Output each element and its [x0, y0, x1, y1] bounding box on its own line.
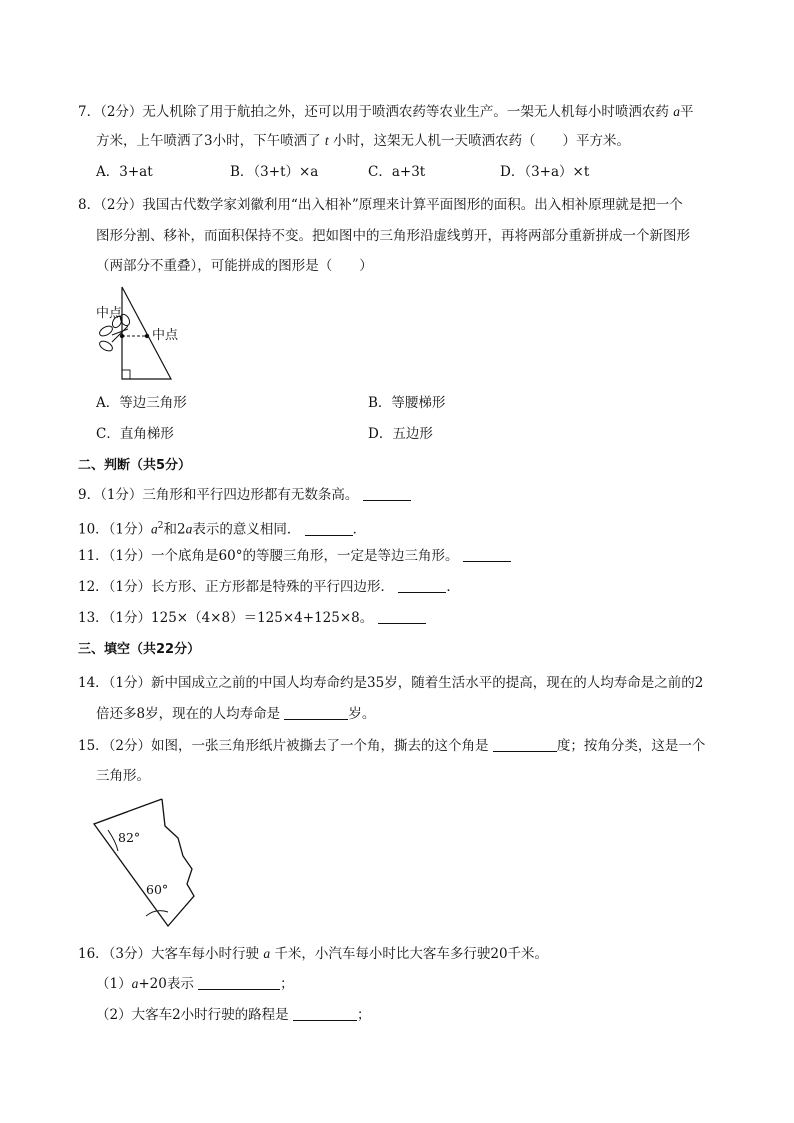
q14-line2: 倍还多8岁，现在的人均寿命是 岁。	[96, 706, 376, 722]
q7-line1: 7．（2分）无人机除了用于航拍之外，还可以用于喷洒农药等农业生产。一架无人机每小时喷洒农药 a平	[78, 104, 694, 120]
q8-option-d[interactable]: D．五边形	[368, 426, 433, 442]
q16-sub1-answer-blank[interactable]	[198, 975, 280, 990]
q16-sub2: （2）大客车2小时行驶的路程是 ；	[96, 1007, 371, 1023]
q8-label-right: 中点	[152, 328, 179, 343]
q9-answer-blank[interactable]	[363, 486, 411, 501]
q15-answer-blank[interactable]	[493, 737, 557, 752]
section-fill-heading: 三、填空（共22分）	[78, 642, 201, 657]
q14-line1: 14．（1分）新中国成立之前的中国人均寿命约是35岁，随着生活水平的提高，现在的人均寿命是之前的2	[78, 675, 704, 691]
q7-line2: 方米，上午喷洒了3小时，下午喷洒了 t 小时，这架无人机一天喷洒农药（ ）平方米。	[96, 133, 630, 149]
q15-angle-60: 60°	[146, 882, 169, 897]
q7-option-a[interactable]: A．3+at	[96, 164, 153, 180]
q11: 11．（1分）一个底角是60°的等腰三角形，一定是等边三角形。	[78, 546, 511, 566]
q15-line2: 三角形。	[96, 768, 150, 784]
q10: 10．（1分）$a^2$和2a表示的意义相同． ．	[78, 521, 367, 538]
q8-option-a[interactable]: A．等边三角形	[96, 395, 187, 411]
q15-angle-82: 82°	[118, 830, 141, 845]
q9: 9．（1分）三角形和平行四边形都有无数条高。	[78, 485, 411, 505]
q8-line3: （两部分不重叠），可能拼成的图形是（ ）	[96, 258, 373, 274]
q13: 13．（1分）125×（4×8）＝125×4+125×8。	[78, 608, 426, 628]
q8-line2: 图形分割、移补，而面积保持不变。把如图中的三角形沿虚线剪开，再将两部分重新拼成一个新图形	[96, 228, 690, 244]
q8-option-b[interactable]: B．等腰梯形	[368, 395, 446, 411]
q16-sub1: （1）a+20表示 ；	[96, 976, 294, 992]
q7-option-b[interactable]: B．（3+t）×a	[230, 164, 319, 180]
q15-line1: 15．（2分）如图，一张三角形纸片被撕去了一个角，撕去的这个角是 度；按角分类，这是一个	[78, 738, 706, 754]
q8-option-c[interactable]: C．直角梯形	[96, 426, 174, 442]
q16-sub2-answer-blank[interactable]	[293, 1006, 357, 1021]
q14-answer-blank[interactable]	[284, 705, 348, 720]
q13-answer-blank[interactable]	[378, 609, 426, 624]
q7-option-d[interactable]: D．（3+a）×t	[500, 164, 590, 180]
q10-answer-blank[interactable]	[305, 521, 353, 536]
q8-line1: 8．（2分）我国古代数学家刘徽利用“出入相补”原理来计算平面图形的面积。出入相补原理就是把一个	[78, 197, 683, 213]
q16-line1: 16．（3分）大客车每小时行驶 a 千米，小汽车每小时比大客车多行驶20千米。	[78, 946, 549, 962]
q15-torn-triangle-figure	[90, 796, 200, 931]
section-judgment-heading: 二、判断（共5分）	[78, 458, 192, 473]
q12-answer-blank[interactable]	[398, 578, 446, 593]
q8-label-left: 中点	[96, 306, 123, 321]
q11-answer-blank[interactable]	[463, 547, 511, 562]
q7-option-c[interactable]: C．a+3t	[368, 164, 426, 180]
q12: 12．（1分）长方形、正方形都是特殊的平行四边形． ．	[78, 579, 460, 595]
